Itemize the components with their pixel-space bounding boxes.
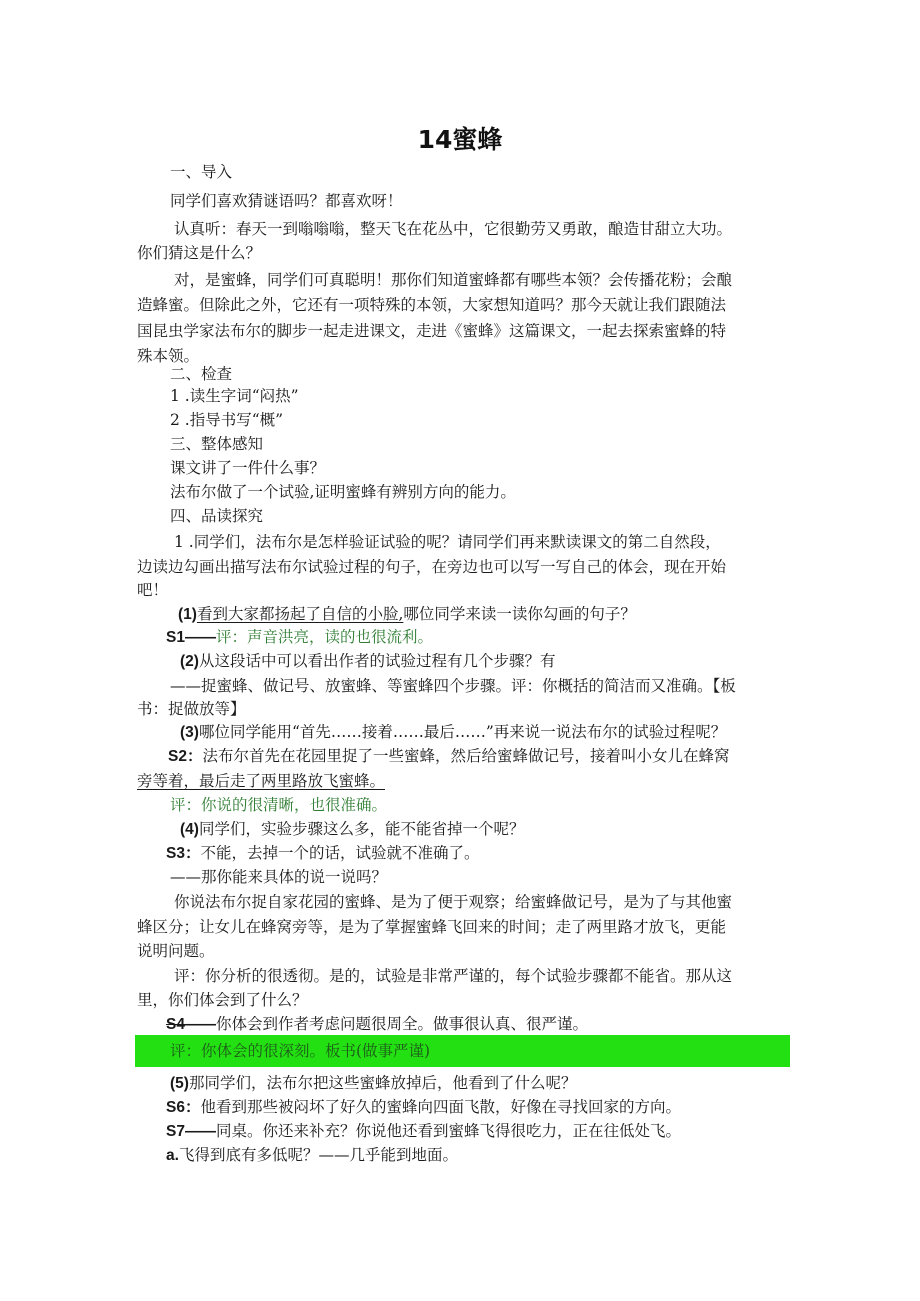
paragraph-line: 评：你分析的很透彻。是的，试验是非常严谨的，每个试验步骤都不能省。那从这 [174, 967, 733, 985]
paragraph-line: 你们猜这是什么？ [137, 244, 262, 262]
answer-text: 你体会到作者考虑问题很周全。做事很认真、很严谨。 [215, 1015, 588, 1033]
question-text: 哪位同学来读一读你勾画的句子？ [403, 605, 636, 623]
list-item: 2 .指导书写“概” [170, 411, 284, 429]
question-text: 那同学们，法布尔把这些蜜蜂放掉后，他看到了什么呢？ [188, 1074, 577, 1092]
paragraph-line: ——捉蜜蜂、做记号、放蜜蜂、等蜜蜂四个步骤。评：你概括的简洁而又准确。【板 [170, 677, 736, 695]
paragraph-line: 里，你们体会到了什么？ [137, 991, 308, 1009]
paragraph-line: 书：捉做放等】 [137, 700, 246, 718]
answer-text: 同桌。你还来补充？你说他还看到蜜蜂飞得很吃力，正在往低处飞。 [215, 1122, 681, 1140]
student-label: S4—— [166, 1016, 216, 1033]
underlined-text: 旁等着，最后走了两里路放飞蜜蜂。 [137, 772, 386, 790]
question-number: (5) [170, 1075, 189, 1092]
answer-text: 他看到那些被闷坏了好久的蜜蜂向四面飞散，好像在寻找回家的方向。 [200, 1098, 681, 1116]
teacher-comment: 评：你说的很清晰，也很准确。 [170, 796, 388, 814]
question-1 [178, 604, 636, 625]
student-answer-1 [166, 627, 433, 648]
section-heading-check: 二、检查 [170, 365, 233, 383]
section-heading-intro: 一、导入 [170, 163, 233, 181]
paragraph-line: 对，是蜜蜂，同学们可真聪明！那你们知道蜜蜂都有哪些本领？会传播花粉；会酿 [174, 271, 733, 289]
paragraph-line: 法布尔做了一个试验,证明蜜蜂有辨别方向的能力。 [170, 483, 516, 501]
student-answer-6 [166, 1097, 681, 1118]
paragraph-line: 认真听：春天一到嗡嗡嗡，整天飞在花丛中，它很勤劳又勇敢，酿造甘甜立大功。 [174, 220, 733, 238]
student-label: S2： [168, 748, 203, 765]
student-label: S7—— [166, 1123, 216, 1140]
answer-text: 不能，去掉一个的话，试验就不准确了。 [200, 844, 480, 862]
paragraph-line: 说明问题。 [137, 942, 215, 960]
student-answer-7 [166, 1121, 681, 1142]
question-number: (2) [180, 653, 199, 670]
student-answer-2 [168, 746, 729, 767]
teacher-comment: 评：声音洪亮，读的也很流利。 [215, 628, 433, 646]
answer-text: 法布尔首先在花园里捉了一些蜜蜂，然后给蜜蜂做记号，接着叫小女儿在蜂窝 [202, 747, 730, 765]
paragraph-line: ——那你能来具体的说一说吗？ [170, 868, 388, 886]
list-item: 1 .读生字词“闷热” [170, 387, 299, 405]
paragraph-line: 蜂区分；让女儿在蜂窝旁等，是为了掌握蜜蜂飞回来的时间；走了两里路才放飞，更能 [137, 918, 727, 936]
student-answer-3 [166, 843, 479, 864]
question-5 [170, 1073, 576, 1094]
paragraph-line: 同学们喜欢猜谜语吗？都喜欢呀！ [170, 192, 403, 210]
question-text: 同学们，实验步骤这么多，能不能省掉一个呢？ [198, 820, 525, 838]
question-2 [180, 651, 555, 672]
question-text: 飞得到底有多低呢？——几乎能到地面。 [178, 1146, 458, 1164]
paragraph-line: 吧！ [137, 581, 169, 599]
student-label: S1—— [166, 629, 216, 646]
student-label: S6： [166, 1099, 201, 1116]
paragraph-line: 国昆虫学家法布尔的脚步一起走进课文，走进《蜜蜂》这篇课文，一起去探索蜜蜂的特 [137, 322, 727, 340]
paragraph-line: 1 .同学们，法布尔是怎样验证试验的呢？请同学们再来默读课文的第二自然段， [174, 533, 721, 551]
question-3 [180, 722, 726, 743]
question-text: 从这段话中可以看出作者的试验过程有几个步骤？有 [198, 652, 556, 670]
paragraph-line: 造蜂蜜。但除此之外，它还有一项特殊的本领，大家想知道吗？那今天就让我们跟随法 [137, 296, 727, 314]
paragraph-line: 你说法布尔捉自家花园的蜜蜂、是为了便于观察；给蜜蜂做记号，是为了与其他蜜 [174, 893, 733, 911]
section-heading-explore: 四、品读探究 [170, 507, 264, 525]
paragraph-line: 课文讲了一件什么事？ [170, 459, 326, 477]
sub-question-a [166, 1145, 458, 1166]
question-text: 哪位同学能用“首先……接着……最后……”再来说一说法布尔的试验过程呢？ [198, 723, 727, 741]
section-heading-overview: 三、整体感知 [170, 435, 264, 453]
question-number: a. [166, 1147, 179, 1164]
question-number: (1) [178, 606, 197, 623]
teacher-comment-highlighted: 评：你体会的很深刻。板书(做事严谨) [170, 1042, 431, 1060]
paragraph-line: 殊本领。 [137, 347, 200, 365]
student-answer-4 [166, 1014, 588, 1035]
question-4 [180, 819, 524, 840]
page-title: 14蜜蜂 [417, 125, 503, 154]
question-number: (3) [180, 724, 199, 741]
student-label: S3： [166, 845, 201, 862]
paragraph-line: 边读边勾画出描写法布尔试验过程的句子，在旁边也可以写一写自己的体会，现在开始 [137, 558, 727, 576]
question-number: (4) [180, 821, 199, 838]
underlined-text: 看到大家都扬起了自信的小脸, [196, 605, 404, 623]
